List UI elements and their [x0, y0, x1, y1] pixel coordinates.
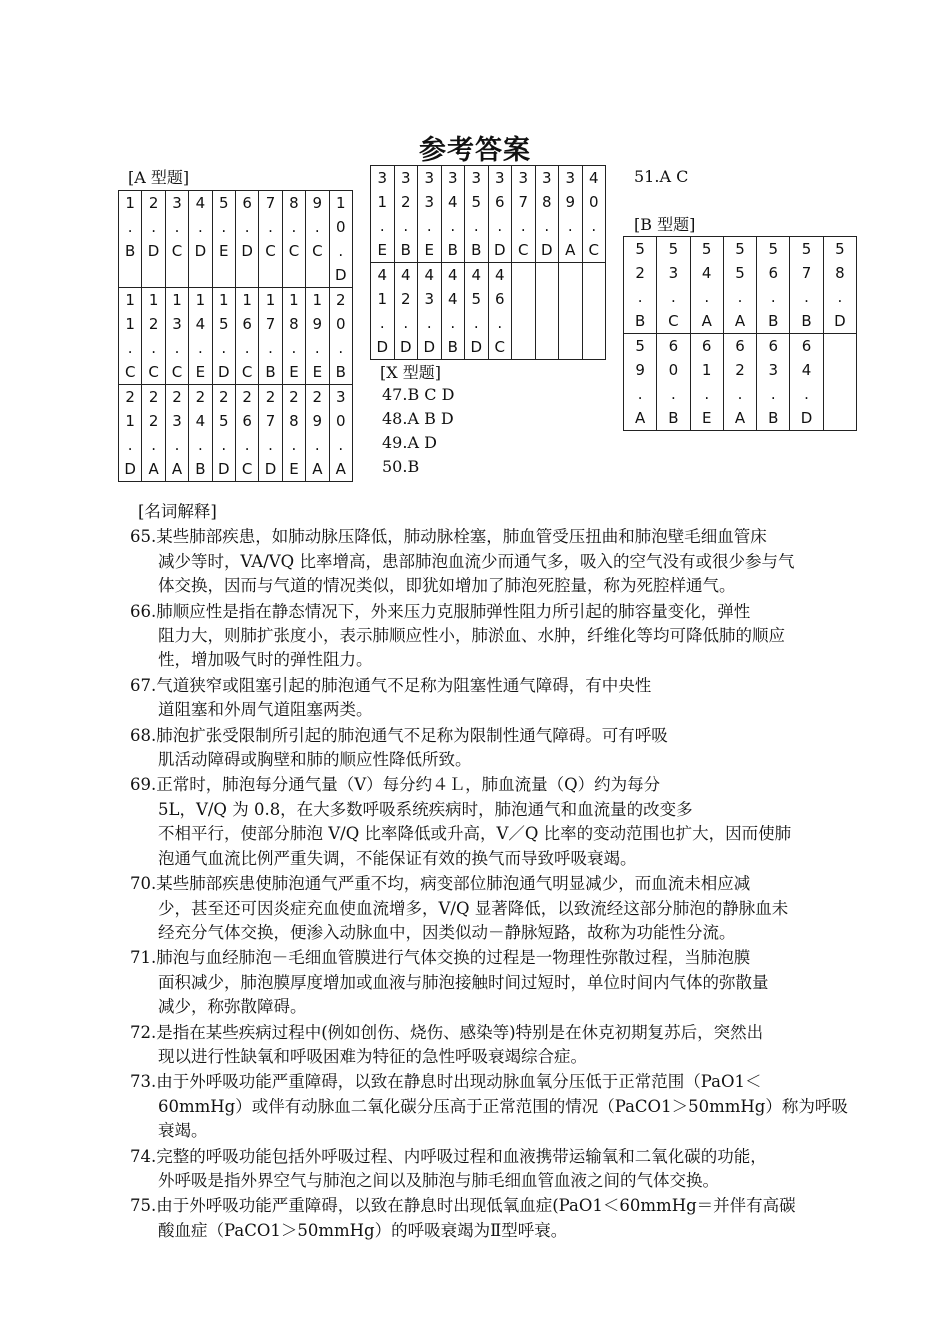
answer-cell-19: 1 9 . E: [306, 288, 329, 385]
definition-item: [130, 724, 860, 773]
answer-cell-30: 3 0 . A: [329, 385, 352, 482]
definition-continuation-line: 阻力大，则肺扩张度小，表示肺顺应性小，肺淤血、水肿，纤维化等均可降低肺的顺应: [158, 626, 785, 646]
answer-cell-22: 2 2 . A: [142, 385, 165, 482]
answer-cell-64: 6 4 . D: [790, 334, 823, 431]
definition-continuation-line: 泡通气血流比例严重失调，不能保证有效的换气而导致呼吸衰竭。: [158, 848, 637, 868]
definition-first-line: 74.完整的呼吸功能包括外呼吸过程、内呼吸过程和血液携带运输氧和二氧化碳的功能，: [130, 1146, 767, 1166]
x-answer-47: 47.B C D: [382, 385, 455, 404]
answer-row: [119, 385, 353, 482]
definition-continuation-line: 酸血症（PaCO1＞50mmHg）的呼吸衰竭为Ⅱ型呼衰。: [158, 1220, 568, 1240]
definition-first-line: 66.肺顺应性是指在静态情况下，外来压力克服肺弹性阻力所引起的肺容量变化，弹性: [130, 601, 751, 621]
definition-continuation-line: 现以进行性缺氧和呼吸困难为特征的急性呼吸衰竭综合症。: [158, 1046, 587, 1066]
definition-first-line: 68.肺泡扩张受限制所引起的肺泡通气不足称为限制性通气障碍。可有呼吸: [130, 725, 668, 745]
answer-cell-13: 1 3 . C: [165, 288, 188, 385]
answer-cell-1: 1 . B: [119, 191, 142, 288]
answer-cell-7: 7 . C: [259, 191, 282, 288]
answer-cell-27: 2 7 . D: [259, 385, 282, 482]
answer-cell-9: 9 . C: [306, 191, 329, 288]
x-answer-50: 50.B: [382, 457, 420, 476]
answer-row: [119, 191, 353, 288]
definition-first-line: 72.是指在某些疾病过程中(例如创伤、烧伤、感染等)特别是在休克初期复苏后，突然出: [130, 1022, 764, 1042]
answer-cell-26: 2 6 . C: [235, 385, 258, 482]
definition-first-line: 69.正常时，肺泡每分通气量（V）每分约４Ｌ，肺血流量（Q）约为每分: [130, 775, 661, 795]
definition-first-line: 71.肺泡与血经肺泡－毛细血管膜进行气体交换的过程是一物理性弥散过程，当肺泡膜: [130, 948, 751, 968]
answer-cell-44: 4 4 . B: [441, 263, 465, 360]
definition-continuation-line: 不相平行，使部分肺泡 V/Q 比率降低或升高，V／Q 比率的变动范围也扩大，因而使肺: [158, 824, 792, 844]
definitions-label: [名词解释]: [138, 502, 217, 521]
answer-cell-37: 3 7 . C: [512, 166, 536, 263]
answer-cell: [512, 263, 536, 360]
answer-cell-41: 4 1 . D: [371, 263, 395, 360]
answer-cell-24: 2 4 . B: [189, 385, 212, 482]
answer-cell-29: 2 9 . A: [306, 385, 329, 482]
x-answer-48: 48.A B D: [382, 409, 454, 428]
answer-cell-6: 6 . D: [235, 191, 258, 288]
definition-item: [130, 1021, 860, 1070]
definition-continuation-line: 体交换，因而与气道的情况类似，即犹如增加了肺泡死腔量，称为死腔样通气。: [158, 576, 736, 596]
x-answer-51: 51.A C: [634, 167, 689, 186]
definition-continuation-line: 外呼吸是指外界空气与肺泡之间以及肺泡与肺毛细血管血液之间的气体交换。: [158, 1170, 719, 1190]
answer-cell-16: 1 6 . C: [235, 288, 258, 385]
answer-cell-5: 5 . E: [212, 191, 235, 288]
answer-cell-62: 6 2 . A: [723, 334, 756, 431]
answer-cell-43: 4 3 . D: [418, 263, 442, 360]
answer-row: [371, 263, 606, 360]
answer-row: [624, 334, 857, 431]
answer-cell-32: 3 2 . B: [394, 166, 418, 263]
b-type-label: [B 型题]: [634, 215, 696, 234]
definition-item: [130, 872, 860, 945]
definition-continuation-line: 少，甚至还可因炎症充血使血流增多，V/Q 显著降低，以致流经这部分肺泡的静脉血未: [158, 898, 789, 918]
answer-cell-46: 4 6 . C: [488, 263, 512, 360]
answer-cell-56: 5 6 . B: [757, 237, 790, 334]
answer-cell-2: 2 . D: [142, 191, 165, 288]
answer-cell-45: 4 5 . D: [465, 263, 489, 360]
answer-cell-63: 6 3 . B: [757, 334, 790, 431]
answer-cell-8: 8 . C: [282, 191, 305, 288]
answer-cell-12: 1 2 . C: [142, 288, 165, 385]
definition-item: [130, 525, 860, 598]
definition-first-line: 73.由于外呼吸功能严重障碍，以致在静息时出现动脉血氧分压低于正常范围（PaO1＜: [130, 1072, 762, 1092]
answer-cell-42: 4 2 . D: [394, 263, 418, 360]
answer-cell-59: 5 9 . A: [624, 334, 657, 431]
answer-cell-20: 2 0 . B: [329, 288, 352, 385]
answer-cell-58: 5 8 . D: [823, 237, 856, 334]
answer-cell-36: 3 6 . D: [488, 166, 512, 263]
definition-item: [130, 1145, 860, 1194]
answer-cell-10: 1 0 . D: [329, 191, 352, 288]
x-type-answers: [382, 383, 454, 479]
definition-item: [130, 946, 860, 1019]
answer-cell-31: 3 1 . E: [371, 166, 395, 263]
definition-continuation-line: 5L，V/Q 为 0.8，在大多数呼吸系统疾病时，肺泡通气和血流量的改变多: [158, 799, 693, 819]
answer-cell-60: 6 0 . B: [657, 334, 690, 431]
b-type-answer-table: [623, 236, 857, 431]
answer-cell-52: 5 2 . B: [624, 237, 657, 334]
answer-cell-18: 1 8 . E: [282, 288, 305, 385]
answer-cell-53: 5 3 . C: [657, 237, 690, 334]
definition-continuation-line: 减少，称弥散障碍。: [158, 997, 307, 1017]
answer-cell-57: 5 7 . B: [790, 237, 823, 334]
answer-cell-55: 5 5 . A: [723, 237, 756, 334]
a-type-label: [A 型题]: [128, 168, 190, 187]
answer-cell-39: 3 9 . A: [559, 166, 583, 263]
answer-cell-33: 3 3 . E: [418, 166, 442, 263]
a-type-continued-table: [370, 165, 606, 360]
definition-item: [130, 773, 860, 871]
definition-first-line: 67.气道狭窄或阻塞引起的肺泡通气不足称为阻塞性通气障碍，有中央性: [130, 675, 652, 695]
definition-item: [130, 1194, 860, 1243]
answer-cell: [559, 263, 583, 360]
definition-continuation-line: 性，增加吸气时的弹性阻力。: [158, 650, 373, 670]
definition-continuation-line: 道阻塞和外周气道阻塞两类。: [158, 700, 373, 720]
definitions-section: [130, 500, 860, 1244]
definition-continuation-line: 减少等时，VA/VQ 比率增高，患部肺泡血流少而通气多，吸入的空气没有或很少参与气: [158, 551, 795, 571]
answer-cell-38: 3 8 . D: [535, 166, 559, 263]
answer-cell-34: 3 4 . B: [441, 166, 465, 263]
definition-item: [130, 600, 860, 673]
answer-cell-61: 6 1 . E: [690, 334, 723, 431]
answer-row: [371, 166, 606, 263]
definition-continuation-line: 面积减少，肺泡膜厚度增加或血液与肺泡接触时间过短时，单位时间内气体的弥散量: [158, 972, 769, 992]
answer-cell-3: 3 . C: [165, 191, 188, 288]
definition-continuation-line: 衰竭。: [158, 1121, 208, 1141]
x-answer-49: 49.A D: [382, 433, 437, 452]
definition-first-line: 70.某些肺部疾患使肺泡通气严重不均，病变部位肺泡通气明显减少，而血流未相应减: [130, 874, 751, 894]
definition-item: [130, 1070, 860, 1143]
answer-cell: [582, 263, 606, 360]
answer-row: [624, 237, 857, 334]
definition-first-line: 65.某些肺部疾患，如肺动脉压降低，肺动脉栓塞，肺血管受压扭曲和肺泡壁毛细血管床: [130, 527, 767, 547]
answer-cell-35: 3 5 . B: [465, 166, 489, 263]
answer-cell-54: 5 4 . A: [690, 237, 723, 334]
definition-continuation-line: 60mmHg）或伴有动脉血二氧化碳分压高于正常范围的情况（PaCO1＞50mmHg）称为呼吸: [158, 1096, 848, 1116]
definition-continuation-line: 肌活动障碍或胸壁和肺的顺应性降低所致。: [158, 750, 472, 770]
definition-item: [130, 674, 860, 723]
definition-first-line: 75.由于外呼吸功能严重障碍，以致在静息时出现低氧血症(PaO1＜60mmHg＝并伴有高碳: [130, 1196, 796, 1216]
x-type-label: [X 型题]: [380, 363, 441, 382]
answer-cell-11: 1 1 . C: [119, 288, 142, 385]
definition-continuation-line: 经充分气体交换，便渗入动脉血中，因类似动－静脉短路，故称为功能性分流。: [158, 922, 736, 942]
answer-cell-4: 4 . D: [189, 191, 212, 288]
answer-cell-15: 1 5 . D: [212, 288, 235, 385]
answer-cell-21: 2 1 . D: [119, 385, 142, 482]
a-type-answer-table: [118, 190, 353, 482]
answer-cell-17: 1 7 . B: [259, 288, 282, 385]
answer-cell-28: 2 8 . E: [282, 385, 305, 482]
answer-cell-40: 4 0 . C: [582, 166, 606, 263]
answer-cell: [535, 263, 559, 360]
answer-cell-23: 2 3 . A: [165, 385, 188, 482]
answer-cell-25: 2 5 . D: [212, 385, 235, 482]
answer-row: [119, 288, 353, 385]
answer-cell-14: 1 4 . E: [189, 288, 212, 385]
page-title: 参考答案: [419, 135, 531, 166]
answer-cell: [823, 334, 856, 431]
